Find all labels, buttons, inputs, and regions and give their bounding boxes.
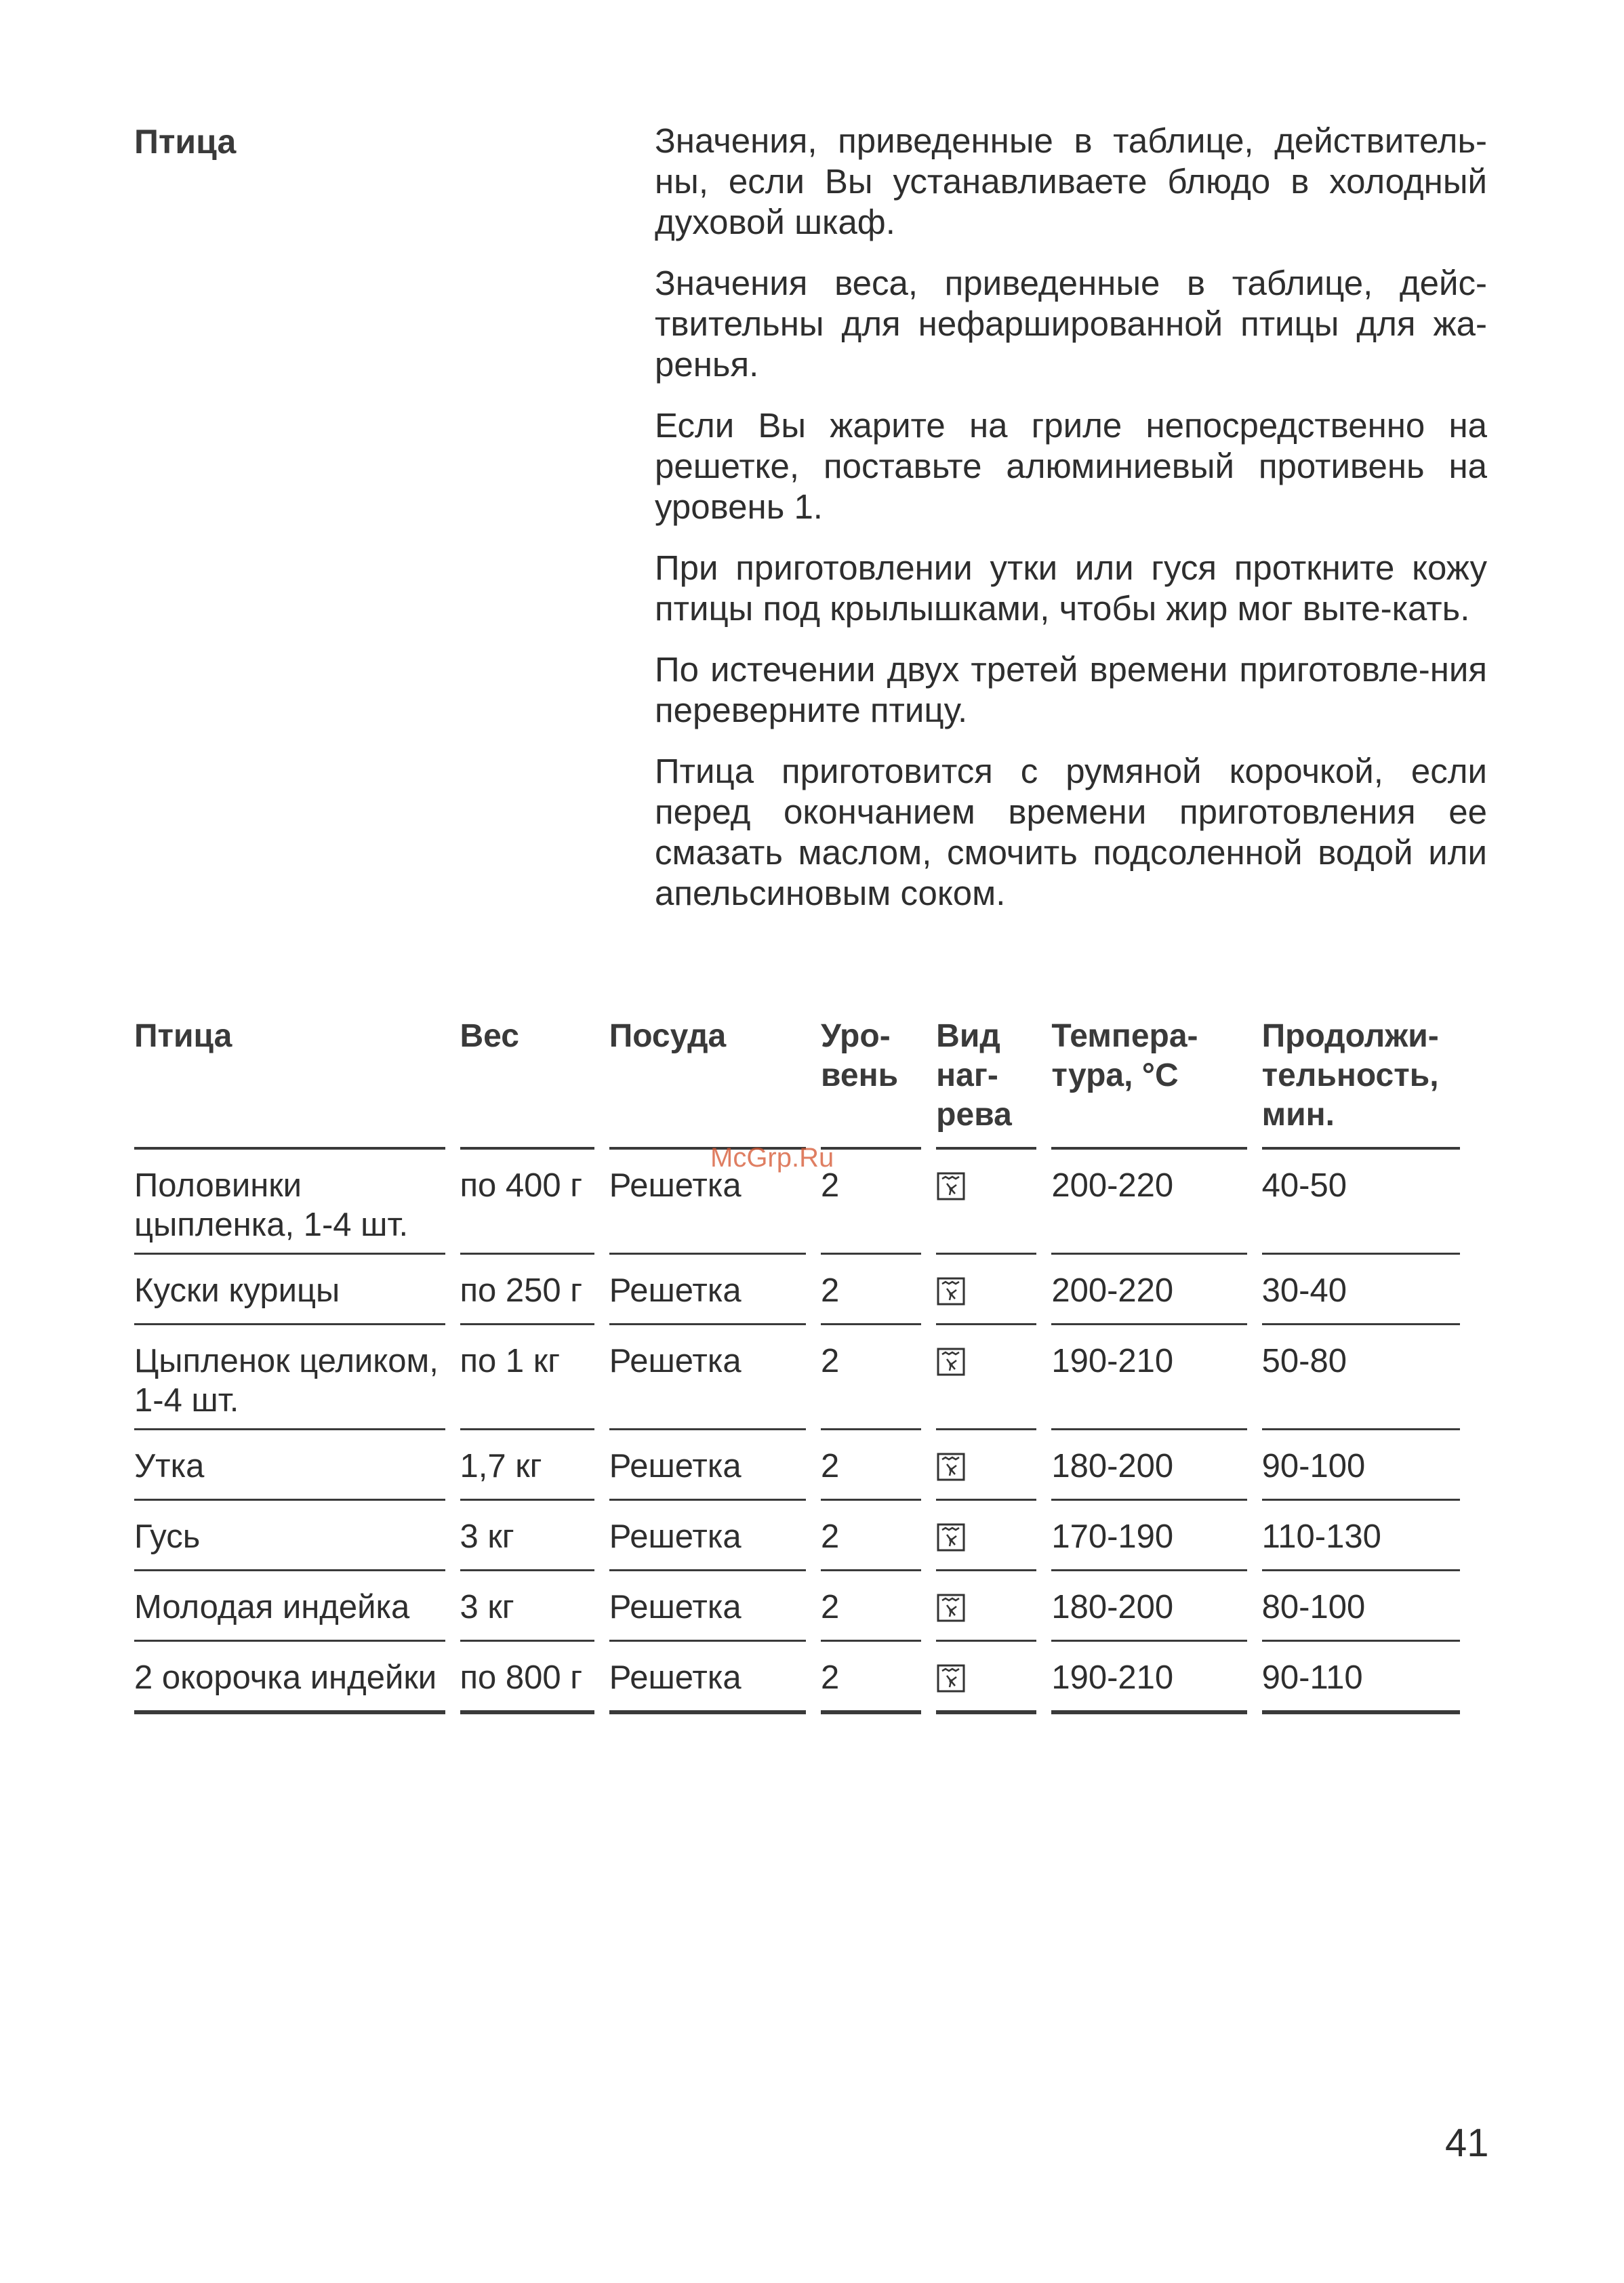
cell-dish: Решетка	[609, 1571, 806, 1642]
cell-heating-type	[936, 1150, 1036, 1255]
intro-paragraph: Птица приготовится с румяной корочкой, если перед окончанием времени приготовления ее смазать маслом, смочить подсоленной водой или апельсиновым соком.	[655, 752, 1487, 912]
cell-poultry: Куски курицы	[134, 1255, 445, 1325]
grill-fan-icon	[936, 1347, 966, 1377]
cell-level: 2	[821, 1150, 921, 1255]
cell-duration: 40-50	[1262, 1150, 1460, 1255]
cell-duration: 80-100	[1262, 1571, 1460, 1642]
cell-temperature: 190-210	[1051, 1642, 1246, 1714]
cell-dish: Решетка	[609, 1325, 806, 1430]
cell-temperature: 190-210	[1051, 1325, 1246, 1430]
cell-weight: по 250 г	[460, 1255, 594, 1325]
watermark: McGrp.Ru	[710, 1143, 834, 1173]
cell-duration: 30-40	[1262, 1255, 1460, 1325]
intro-text	[655, 121, 1487, 934]
cell-dish: Решетка	[609, 1642, 806, 1714]
header-poultry: Птица	[134, 1017, 445, 1150]
cell-level: 2	[821, 1325, 921, 1430]
cell-weight: по 1 кг	[460, 1325, 594, 1430]
cell-poultry: Половинки цыпленка, 1-4 шт.	[134, 1150, 445, 1255]
grill-fan-icon	[936, 1663, 966, 1693]
cell-duration: 90-110	[1262, 1642, 1460, 1714]
cell-poultry: Гусь	[134, 1501, 445, 1571]
grill-fan-icon	[936, 1593, 966, 1623]
cell-dish: Решетка	[609, 1150, 806, 1255]
header-duration: Продолжи-тельность, мин.	[1262, 1017, 1460, 1150]
cell-heating-type	[936, 1571, 1036, 1642]
table-row	[134, 1571, 1460, 1642]
table-row	[134, 1430, 1460, 1501]
header-level: Уро-вень	[821, 1017, 921, 1150]
cell-heating-type	[936, 1325, 1036, 1430]
cell-temperature: 180-200	[1051, 1430, 1246, 1501]
cell-weight: по 800 г	[460, 1642, 594, 1714]
header-temperature: Темпера-тура, °С	[1051, 1017, 1246, 1150]
cell-dish: Решетка	[609, 1255, 806, 1325]
grill-fan-icon	[936, 1171, 966, 1201]
cell-heating-type	[936, 1642, 1036, 1714]
table-row	[134, 1501, 1460, 1571]
intro-paragraph: Значения веса, приведенные в таблице, дейс-твительны для нефаршированной птицы для жа-ренья.	[655, 264, 1487, 384]
cell-duration: 90-100	[1262, 1430, 1460, 1501]
cell-poultry: Молодая индейка	[134, 1571, 445, 1642]
table-header-row	[134, 1017, 1460, 1150]
table-row	[134, 1642, 1460, 1714]
cell-level: 2	[821, 1501, 921, 1571]
cell-dish: Решетка	[609, 1430, 806, 1501]
table-row	[134, 1255, 1460, 1325]
cell-heating-type	[936, 1255, 1036, 1325]
cell-poultry: Утка	[134, 1430, 445, 1501]
cell-weight: по 400 г	[460, 1150, 594, 1255]
cell-duration: 50-80	[1262, 1325, 1460, 1430]
cell-heating-type	[936, 1430, 1036, 1501]
intro-paragraph: Если Вы жарите на гриле непосредственно на решетке, поставьте алюминиевый противень на уровень 1.	[655, 406, 1487, 526]
cell-temperature: 200-220	[1051, 1255, 1246, 1325]
cell-temperature: 170-190	[1051, 1501, 1246, 1571]
table-row	[134, 1325, 1460, 1430]
cell-level: 2	[821, 1571, 921, 1642]
cell-level: 2	[821, 1430, 921, 1501]
cell-duration: 110-130	[1262, 1501, 1460, 1571]
cell-temperature: 180-200	[1051, 1571, 1246, 1642]
intro-paragraph: Значения, приведенные в таблице, действитель-ны, если Вы устанавливаете блюдо в холодный духовой шкаф.	[655, 121, 1487, 241]
cell-dish: Решетка	[609, 1501, 806, 1571]
cell-poultry: 2 окорочка индейки	[134, 1642, 445, 1714]
grill-fan-icon	[936, 1522, 966, 1552]
grill-fan-icon	[936, 1452, 966, 1482]
cell-temperature: 200-220	[1051, 1150, 1246, 1255]
cell-level: 2	[821, 1642, 921, 1714]
header-dish: Посуда	[609, 1017, 806, 1150]
header-heating-type: Вид наг-рева	[936, 1017, 1036, 1150]
grill-fan-icon	[936, 1276, 966, 1306]
section-title: Птица	[134, 123, 237, 161]
poultry-table	[134, 1017, 1490, 1714]
cell-weight: 3 кг	[460, 1501, 594, 1571]
cell-level: 2	[821, 1255, 921, 1325]
cell-weight: 1,7 кг	[460, 1430, 594, 1501]
intro-paragraph: По истечении двух третей времени приготовле-ния переверните птицу.	[655, 650, 1487, 729]
page-number: 41	[1445, 2121, 1489, 2165]
cell-weight: 3 кг	[460, 1571, 594, 1642]
cell-poultry: Цыпленок целиком, 1-4 шт.	[134, 1325, 445, 1430]
intro-paragraph: При приготовлении утки или гуся проткните кожу птицы под крылышками, чтобы жир мог выте-кать.	[655, 548, 1487, 628]
header-weight: Вес	[460, 1017, 594, 1150]
cell-heating-type	[936, 1501, 1036, 1571]
